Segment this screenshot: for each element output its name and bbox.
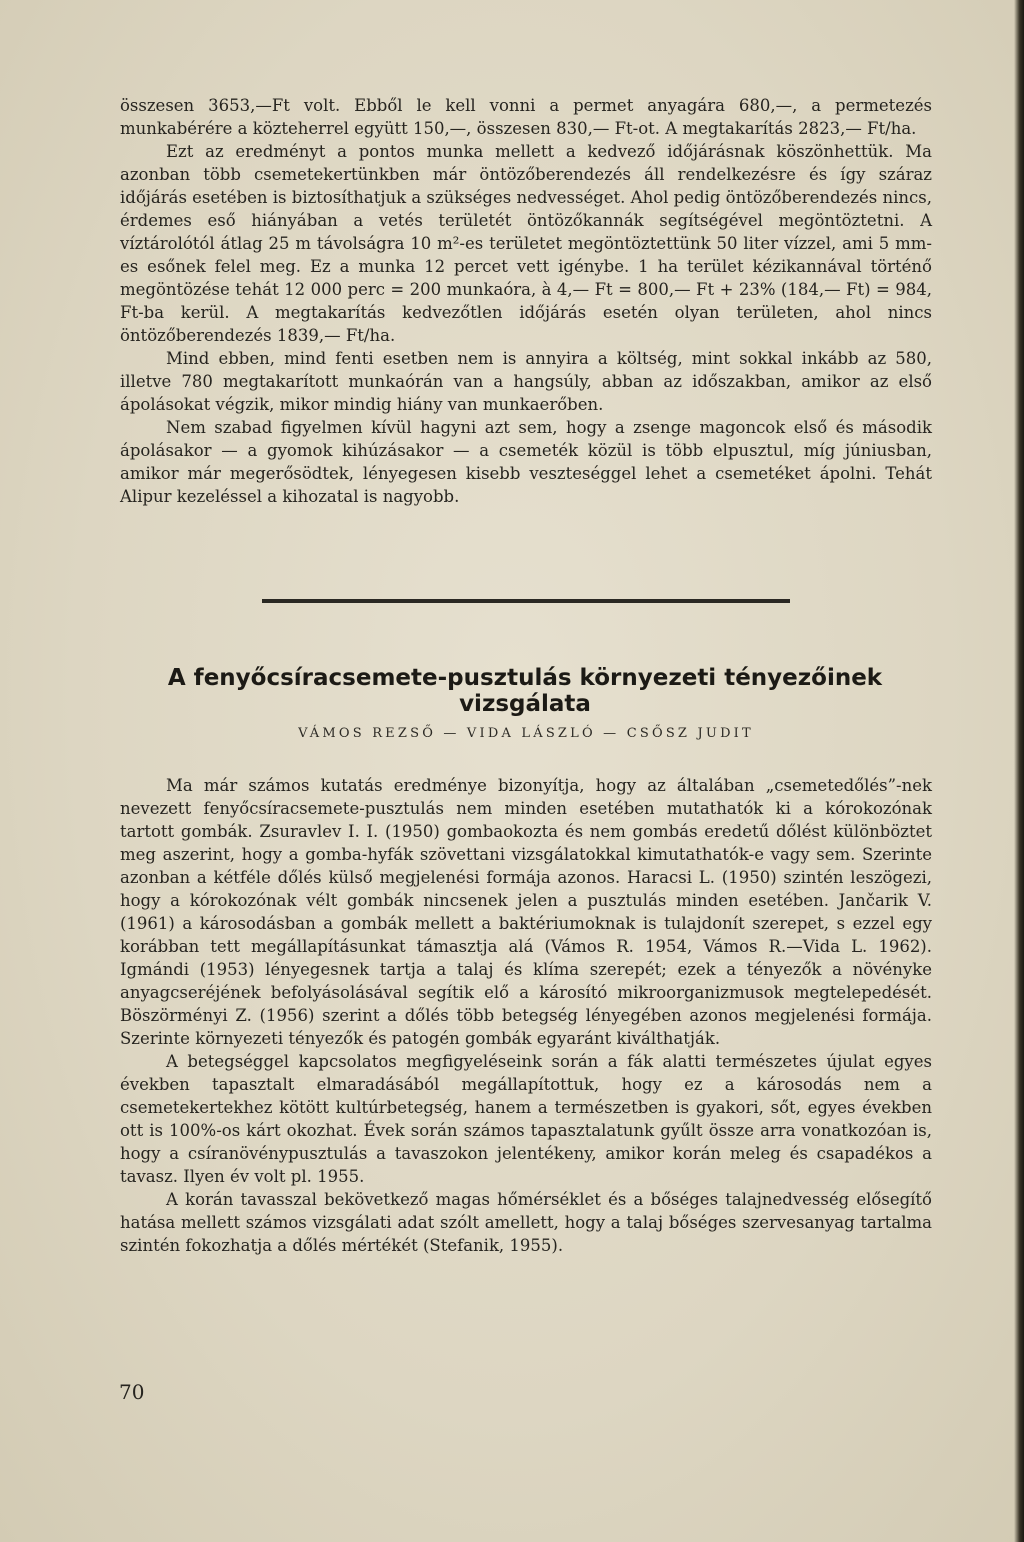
section-divider bbox=[262, 599, 790, 603]
page-number: 70 bbox=[119, 1380, 145, 1404]
paragraph: A betegséggel kapcsolatos megfigyeléseink során a fák alatti természetes újulat egyes években tapasztalt elmaradásából megállapítottuk, hogy ez a károsodás nem a csemetekertekhez kötött kultúrbetegség, hanem a természetben is gyakori, sőt, egyes években ott is 100%-os kárt okozhat. Évek során számos tapasztalatunk gyűlt össze arra vonatkozóan is, hogy a csíranövénypusztulás a tavaszokon jelentékeny, amikor korán meleg és csapadékos a tavasz. Ilyen év volt pl. 1955. bbox=[120, 1052, 932, 1186]
paragraph: Ma már számos kutatás eredménye bizonyítja, hogy az általában „csemetedőlés”-nek nevezett fenyőcsíracsemete-pusztulás nem minden esetében mutathatók ki a kórokozónak tartott gombák. Zsuravlev I. I. (1950) gombaokozta és nem gombás eredetű dőlést különböztet meg aszerint, hogy a gomba-hyfák szövettani vizsgálatokkal kimutathatók-e vagy sem. Szerinte azonban a kétféle dőlés külső megjelenési formája azonos. Haracsi L. (1950) szintén leszögezi, hogy a kórokozónak vélt gombák nincsenek jelen a pusztulás minden esetében. Jančarik V. (1961) a károsodásban a gombák mellett a baktériumoknak is tulajdonít szerepet, s ezzel egy korábban tett megállapításunkat támasztja alá (Vámos R. 1954, Vámos R.—Vida L. 1962). Igmándi (1953) lényegesnek tartja a talaj és klíma szerepét; ezek a tényezők a növényke anyagcseréjének befolyásolásával segítik elő a károsító mikroorganizmusok megtelepedését. Böszörményi Z. (1956) szerint a dőlés több betegség lényegében azonos megjelenési formája. Szerinte környezeti tényezők és patogén gombák egyaránt kiválthatják. bbox=[120, 776, 932, 1048]
article-title bbox=[100, 665, 950, 717]
article-title-line: vizsgálata bbox=[459, 691, 591, 717]
paragraph: Nem szabad figyelmen kívül hagyni azt sem, hogy a zsenge magoncok első és második ápolásakor — a gyomok kihúzásakor — a csemeték közül is több elpusztul, míg júniusban, amikor már megerősödtek, lényegesen kisebb veszteséggel lehet a csemetéket ápolni. Tehát Alipur kezeléssel a kihozatal is nagyobb. bbox=[120, 418, 932, 506]
paragraph: összesen 3653,—Ft volt. Ebből le kell vonni a permet anyagára 680,—, a permetezés munkabérére a közteherrel együtt 150,—, összesen 830,— Ft-ot. A megtakarítás 2823,— Ft/ha. bbox=[120, 96, 932, 138]
article-body bbox=[120, 774, 932, 1257]
paragraph: Mind ebben, mind fenti esetben nem is annyira a költség, mint sokkal inkább az 580, illetve 780 megtakarított munkaórán van a hangsúly, abban az időszakban, amikor az első ápolásokat végzik, mikor mindig hiány van munkaerőben. bbox=[120, 349, 932, 414]
previous-article-text bbox=[120, 94, 932, 508]
article-title-line: A fenyőcsíracsemete-pusztulás környezeti tényezőinek bbox=[167, 665, 883, 691]
paragraph: A korán tavasszal bekövetkező magas hőmérséklet és a bőséges talajnedvesség elősegítő hatása mellett számos vizsgálati adat szólt amellett, hogy a talaj bőséges szervesanyag tartalma szintén fokozhatja a dőlés mértékét (Stefanik, 1955). bbox=[120, 1190, 932, 1255]
article-authors: VÁMOS REZSŐ — VIDA LÁSZLÓ — CSŐSZ JUDIT bbox=[298, 726, 754, 741]
page-edge-shadow bbox=[1014, 0, 1024, 1542]
paragraph: Ezt az eredményt a pontos munka mellett a kedvező időjárásnak köszönhettük. Ma azonban több csemetekertünkben már öntözőberendezés áll rendelkezésre és így száraz időjárás esetében is biztosíthatjuk a szükséges nedvességet. Ahol pedig öntözőberendezés nincs, érdemes eső hiányában a vetés területét öntözőkannák segítségével megöntöztetni. A víztárolótól átlag 25 m távolságra 10 m²-es területet megöntöztettünk 50 liter vízzel, ami 5 mm-es esőnek felel meg. Ez a munka 12 percet vett igénybe. 1 ha terület kézikannával történő megöntözése tehát 12 000 perc = 200 munkaóra, à 4,— Ft = 800,— Ft + 23% (184,— Ft) = 984, Ft-ba kerül. A megtakarítás kedvezőtlen időjárás esetén olyan területen, ahol nincs öntözőberendezés 1839,— Ft/ha. bbox=[120, 142, 932, 345]
